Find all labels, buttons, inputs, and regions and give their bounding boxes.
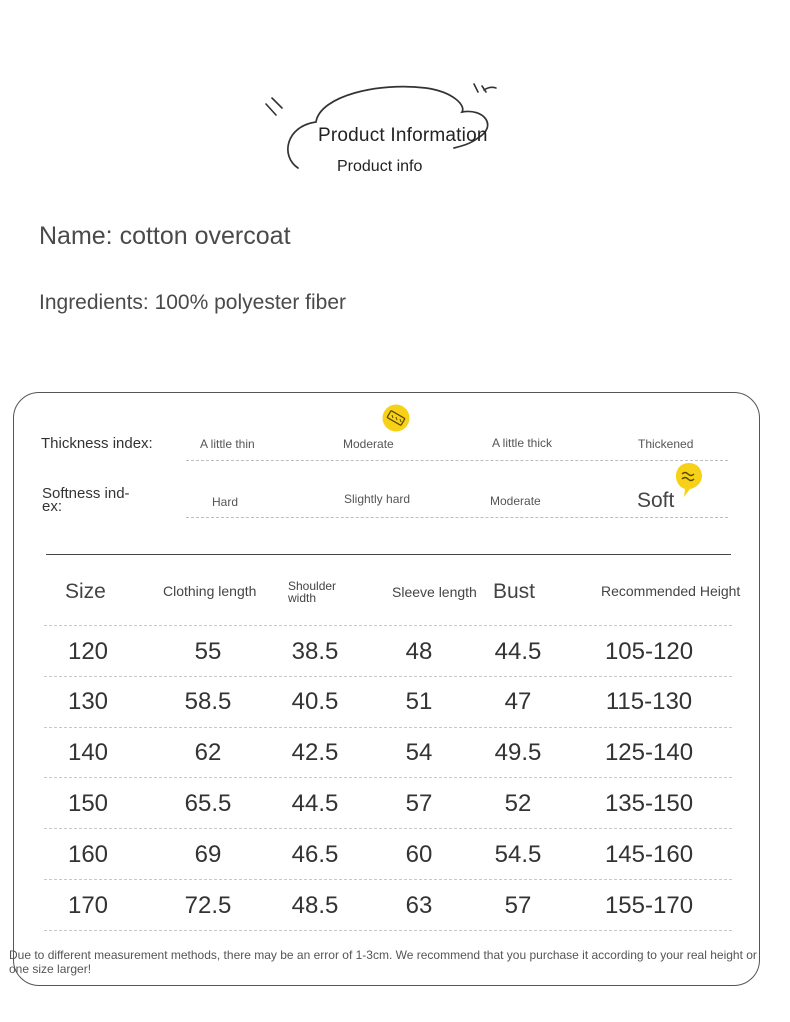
header-shoulder-line1: Shoulder — [288, 579, 337, 593]
cell-size: 140 — [67, 739, 109, 766]
wave-icon — [674, 461, 704, 501]
softness-option: Hard — [212, 495, 239, 509]
cell-height: 135-150 — [604, 790, 694, 817]
cell-sleeve: 48 — [405, 638, 433, 665]
header-subtitle: Product info — [337, 158, 423, 175]
cell-height: 105-120 — [604, 638, 694, 665]
softness-label-line2: ex: — [42, 498, 63, 515]
softness-option: Soft — [637, 489, 675, 512]
row-separator — [44, 930, 732, 931]
row-separator — [44, 727, 732, 728]
header-sleeve-length: Sleeve length — [392, 584, 477, 600]
cell-bust: 44.5 — [494, 638, 542, 665]
cell-size: 120 — [67, 638, 109, 665]
cell-shoulder: 44.5 — [291, 790, 339, 817]
cell-length: 55 — [194, 638, 222, 665]
cell-sleeve: 57 — [405, 790, 433, 817]
cell-sleeve: 60 — [405, 841, 433, 868]
thickness-option: A little thick — [492, 436, 553, 450]
header-recommended-height: Recommended Height — [601, 583, 741, 599]
cell-size: 170 — [67, 892, 109, 919]
cell-length: 69 — [194, 841, 222, 868]
header-title: Product Information — [318, 125, 488, 146]
product-ingredients: Ingredients: 100% polyester fiber — [39, 291, 347, 314]
thickness-option: Moderate — [343, 437, 394, 451]
cell-height: 155-170 — [604, 892, 694, 919]
header-shoulder-width — [288, 580, 348, 604]
measurement-note: Due to different measurement methods, there may be an error of 1-3cm. We recommend that you purchase it according to your real height or one size larger! — [9, 948, 757, 976]
cell-sleeve: 51 — [405, 688, 433, 715]
cell-bust: 54.5 — [494, 841, 542, 868]
product-name: Name: cotton overcoat — [39, 222, 291, 250]
thickness-scale-line — [186, 460, 728, 461]
softness-scale-line — [186, 517, 728, 518]
cell-bust: 49.5 — [494, 739, 542, 766]
cell-shoulder: 48.5 — [291, 892, 339, 919]
thickness-option: Thickened — [638, 437, 694, 451]
section-divider — [46, 554, 731, 555]
softness-label-line1: Softness ind- — [42, 485, 130, 502]
cell-length: 65.5 — [184, 790, 232, 817]
cell-bust: 52 — [504, 790, 532, 817]
row-separator — [44, 777, 732, 778]
cell-height: 125-140 — [604, 739, 694, 766]
header-size: Size — [65, 580, 106, 603]
softness-option: Slightly hard — [344, 492, 411, 506]
thickness-label: Thickness index: — [41, 435, 153, 452]
header-bust: Bust — [493, 580, 536, 603]
cell-height: 115-130 — [605, 688, 693, 715]
row-separator — [44, 828, 732, 829]
cell-length: 58.5 — [184, 688, 232, 715]
cell-bust: 57 — [504, 892, 532, 919]
softness-option: Moderate — [490, 494, 541, 508]
cell-size: 150 — [67, 790, 109, 817]
row-separator — [44, 625, 732, 626]
cell-sleeve: 54 — [405, 739, 433, 766]
cell-bust: 47 — [504, 688, 532, 715]
cell-sleeve: 63 — [405, 892, 433, 919]
softness-label — [42, 487, 142, 513]
header-shoulder-line2: width — [288, 591, 317, 605]
ruler-icon — [382, 404, 412, 434]
cell-length: 62 — [194, 739, 222, 766]
header-clothing-length: Clothing length — [163, 583, 257, 599]
cell-shoulder: 40.5 — [291, 688, 339, 715]
thickness-option: A little thin — [200, 437, 255, 451]
cell-size: 160 — [67, 841, 109, 868]
cell-shoulder: 42.5 — [291, 739, 339, 766]
cell-length: 72.5 — [184, 892, 232, 919]
row-separator — [44, 879, 732, 880]
cell-height: 145-160 — [604, 841, 694, 868]
cell-shoulder: 46.5 — [291, 841, 339, 868]
cell-size: 130 — [67, 688, 109, 715]
row-separator — [44, 676, 732, 677]
cell-shoulder: 38.5 — [291, 638, 339, 665]
